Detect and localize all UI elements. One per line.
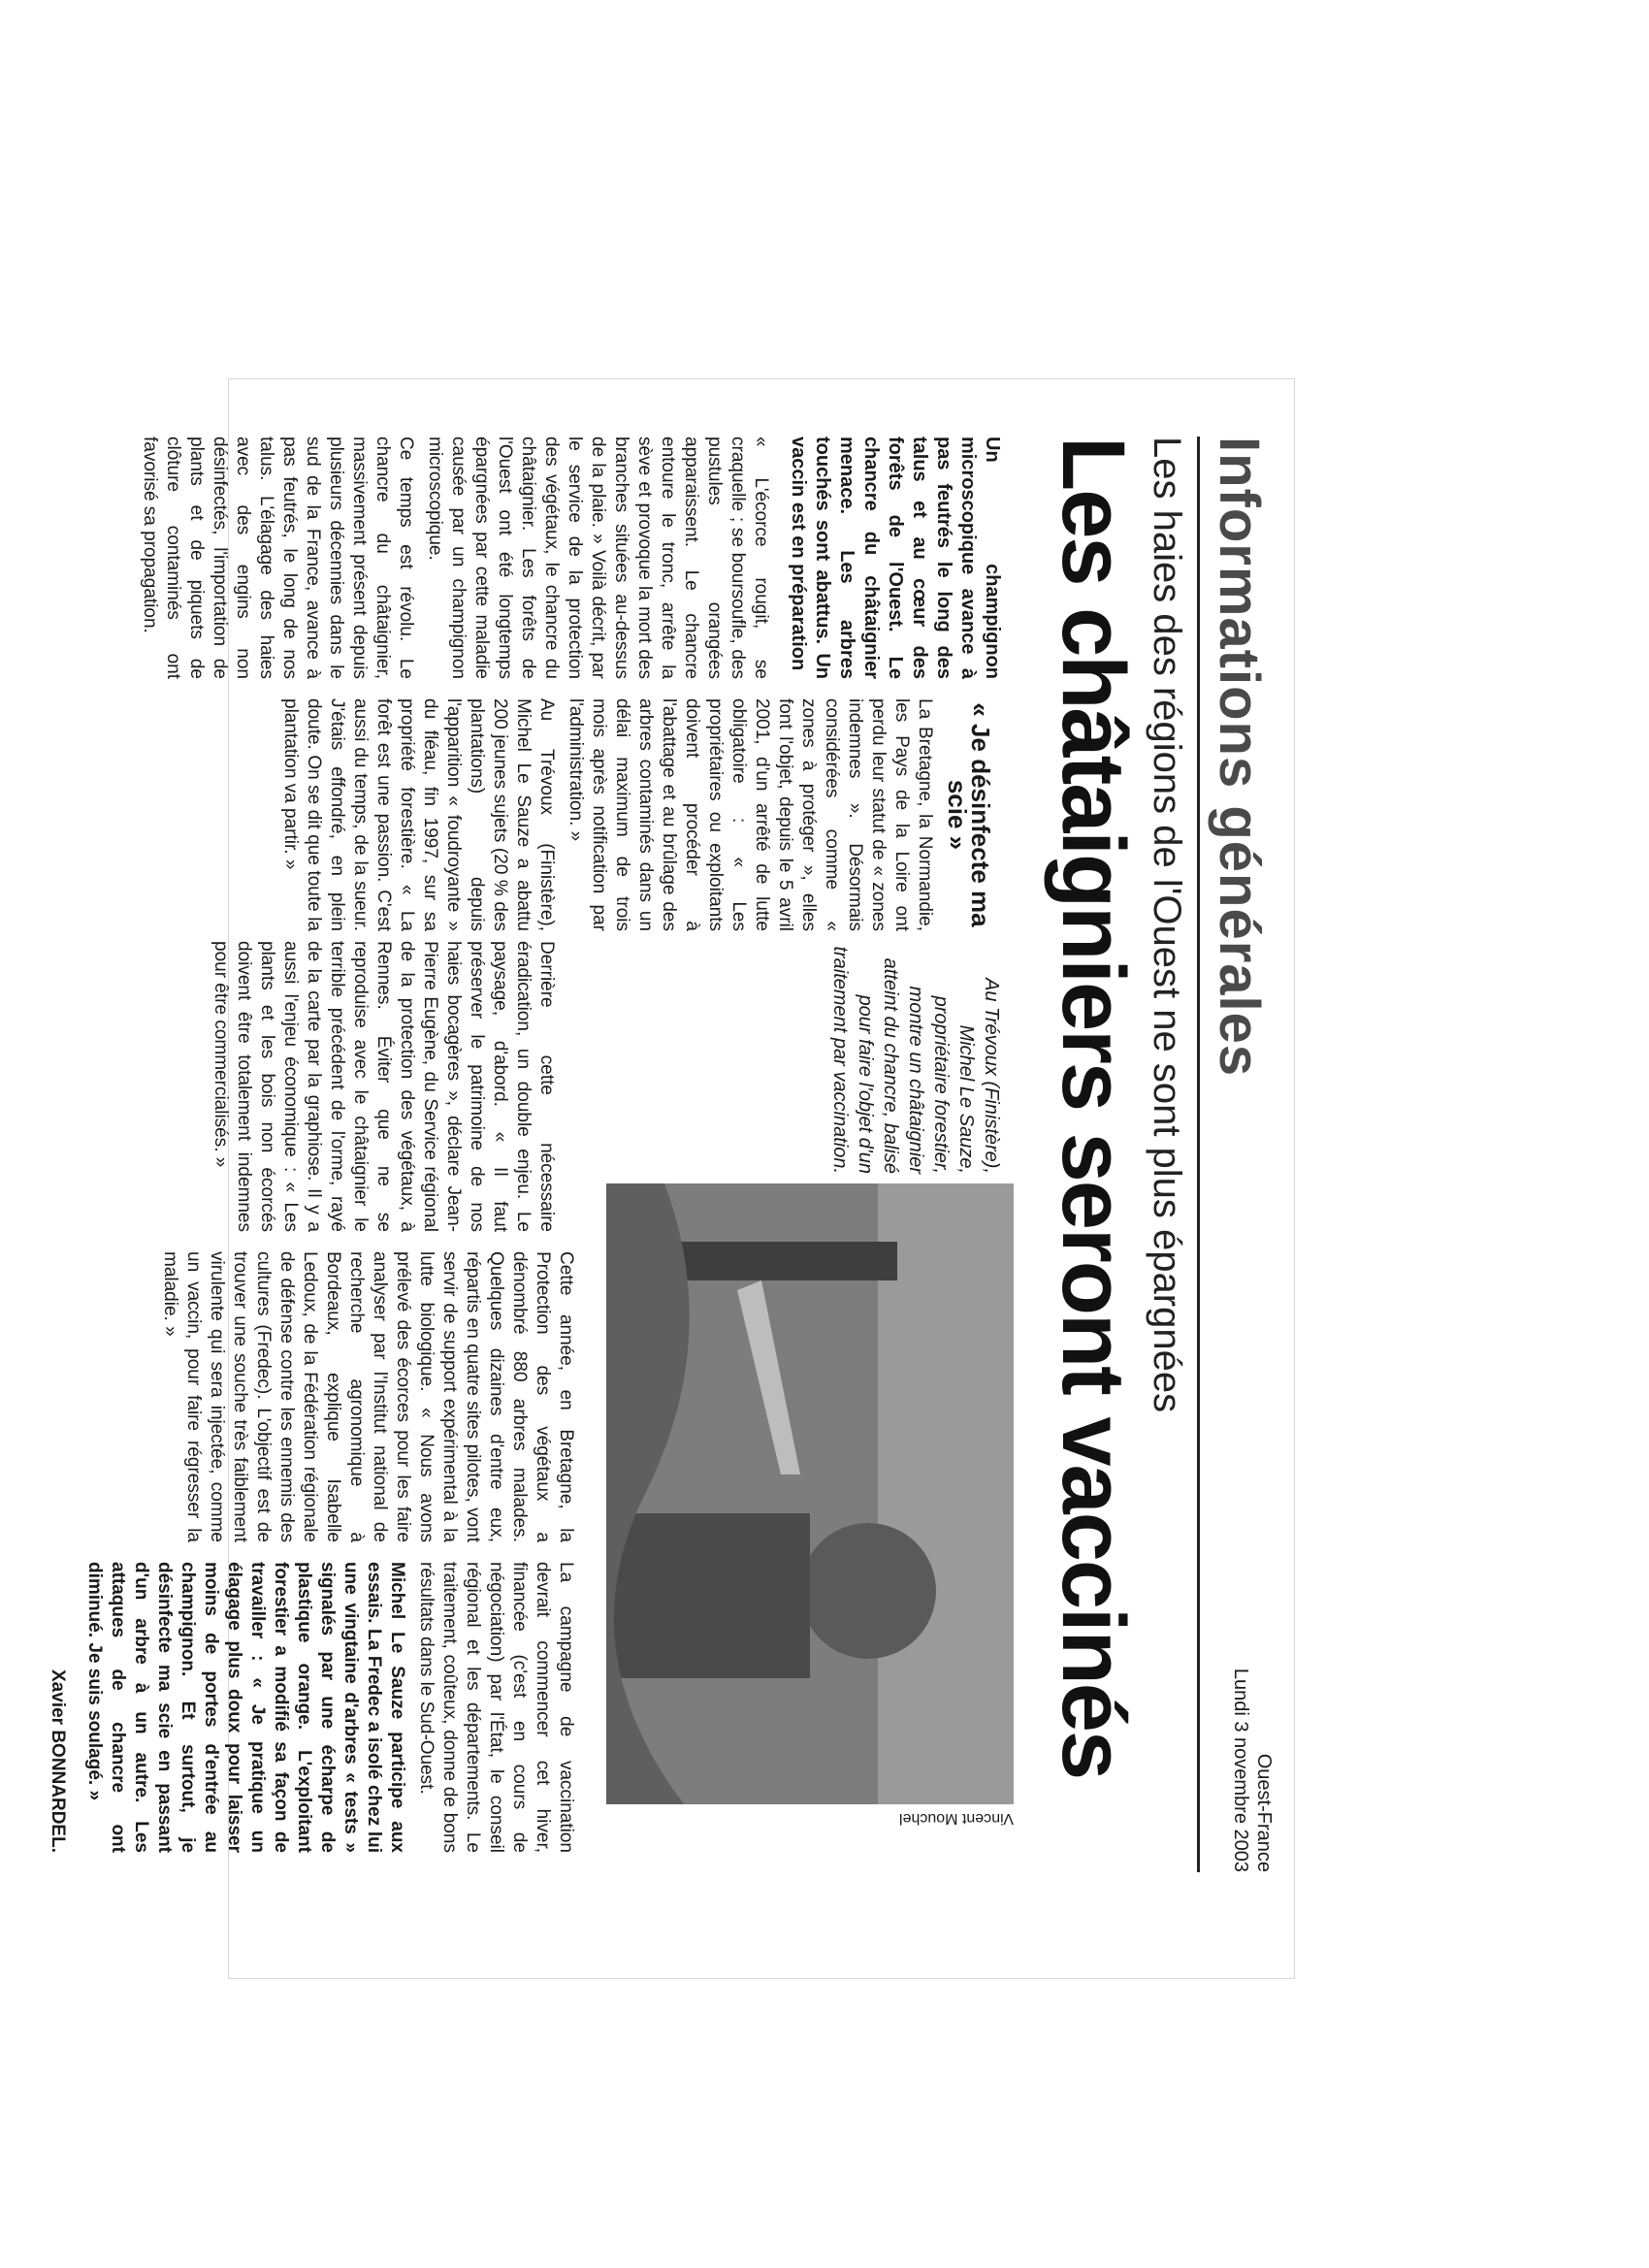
paragraph-1: « L'écorce rougit, se craquelle ; se boursoufle, des pustules orangées apparaissent. Le chancre entoure le tronc, arrête la sève et provoque la mort des branches situées au-dessus de la plaie. » Voilà décrit, par le service de la protection des végétaux, le chancre du châtaignier. Les forêts de l'Ouest ont été longtemps épargnées par cette maladie causée par un champignon microscopique.: [425, 437, 771, 679]
section-rubric: Informations générales: [1208, 437, 1271, 1078]
column-1: [132, 437, 1004, 679]
newspaper-clipping: [48, 378, 1295, 1979]
kicker: Les haies des régions de l'Ouest ne sont plus épargnées: [1146, 437, 1188, 1413]
paragraph-4: Au Trévoux (Finistère), Michel Le Sauze a abattu 200 jeunes sujets (20 % des plantations) depuis l'apparition « foudroyante » du fléau, fin 1997, sur sa propriété forestière. « La forêt est une passion. C'est aussi du temps, de la sueur. J'étais effondré, en plein doute. On se dit que toute la plantation va partir. »: [280, 698, 557, 931]
column-5: [40, 1562, 577, 1853]
source-block: [1229, 1669, 1276, 1872]
paragraph-3: La Bretagne, la Normandie, les Pays de la Loire ont perdu leur statut de « zones indemnes ». Désormais considérées comme « zones à protéger », elles font l'objet, depuis le 5 avril 2001, d'un arrêté de lutte obligatoire : « Les propriétaires ou exploitants doivent procéder à l'abattage et au brûlage des arbres contaminés dans un délai maximum de trois mois après notification par l'administration. »: [566, 698, 935, 931]
paragraph-2: Ce temps est révolu. Le chancre du châtaignier, massivement présent depuis plusieurs décennies dans le sud de la France, avance à pas feutrés, le long de nos talus. L'élagage des haies avec des engins non désinfectés, l'importation de plants et de piquets de clôture contaminés ont favorisé sa propagation.: [140, 437, 416, 679]
photo-credit: Vincent Mouchel: [899, 1810, 1014, 1827]
column-4: [152, 1251, 577, 1542]
signature: Xavier BONNARDEL.: [48, 1669, 68, 1853]
headline: Les châtaigniers seront vaccinés: [1044, 437, 1143, 1779]
paragraph-7: La campagne de vaccination devrait commencer cet hiver, financée (c'est en cours de négociation) par l'État, le conseil régional et les départements. Le traitement, coûteux, donne de bons résultats dans le Sud-Ouest.: [416, 1562, 576, 1853]
section-rule: [1197, 437, 1200, 1872]
column-2: [273, 698, 1004, 931]
source-date: Lundi 3 novembre 2003: [1230, 1668, 1251, 1872]
chapo: Un champignon microscopique avance à pas feutrés le long des talus et au cœur des forêts de l'Ouest. Le chancre du châtaignier menace. Les arbres touchés sont abattus. Un vaccin est en préparation: [788, 437, 1003, 679]
article-photo: [606, 1183, 1014, 1804]
paragraph-5: Derrière cette nécessaire éradication, un double enjeu. Le paysage, d'abord. « Il faut préserver le patrimoine de nos haies bocagères », déclare Jean-Pierre Eugène, du Service régional de la protection des végétaux, à Rennes. Éviter que ne se reproduise avec le châtaignier le terrible précédent de l'orme, rayé de la carte par la graphiose. Il y a aussi l'enjeu économique : « Les plants et les bois non écorcés doivent être totalement indemnes pour être commercialisés. »: [210, 941, 557, 1232]
paragraph-6: Cette année, en Bretagne, la Protection des végétaux a dénombré 880 arbres malades. Quelques dizaines d'entre eux, répartis en quatre sites pilotes, vont servir de support expérimental à la lutte biologique. « Nous avons prélevé des écorces pour les faire analyser par l'Institut national de recherche agronomique à Bordeaux, explique Isabelle Ledoux, de la Fédération régionale de défense contre les ennemis des cultures (Fredec). L'objectif est de trouver une souche très faiblement virulente qui sera injectée, comme un vaccin, pour faire régresser la maladie. »: [160, 1251, 576, 1542]
source-paper: Ouest-France: [1253, 1753, 1275, 1872]
photo-placeholder: [606, 1183, 1014, 1804]
paragraph-8: Michel Le Sauze participe aux essais. La Fredec a isolé chez lui une vingtaine d'arbres « tests » signalés par une écharpe de plastique orange. L'exploitant forestier a modifié sa façon de travailler : « Je pratique un élagage plus doux pour laisser moins de portes d'entrée au champignon. Et surtout, je désinfecte ma scie en passant d'un arbre à un autre. Les attaques de chancre ont diminué. Je suis soulagé. »: [84, 1562, 407, 1853]
column-3: [203, 941, 558, 1232]
photo-caption: Au Trévoux (Finistère), Michel Le Sauze, propriétaire forestier, montre un châtaignier atteint du chancre, balisé pour faire l'objet d'un traitement par vaccination.: [829, 946, 1002, 1174]
subhead: « Je désinfecte ma scie »: [943, 702, 995, 927]
